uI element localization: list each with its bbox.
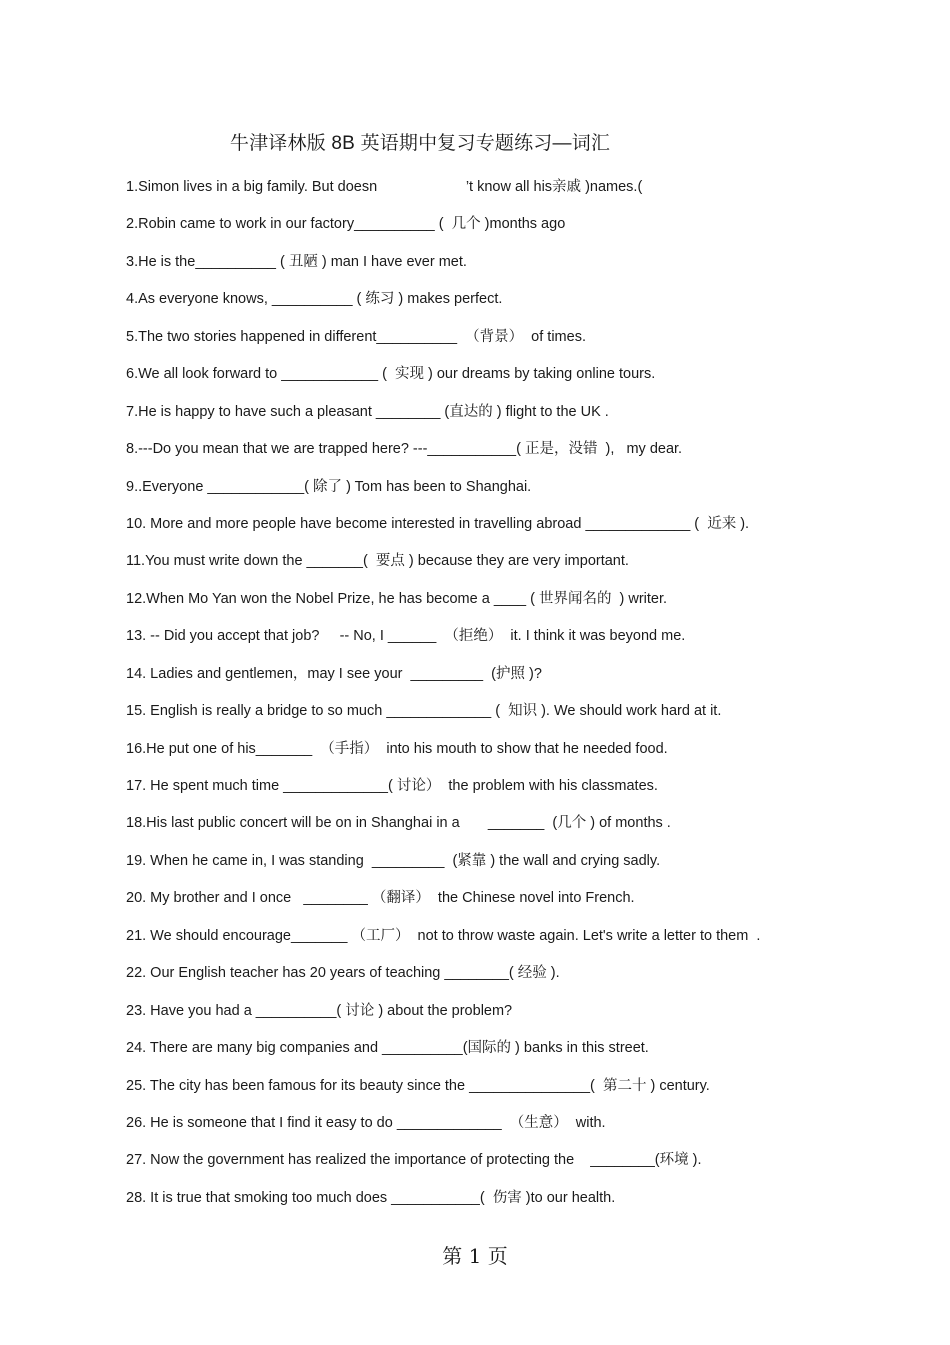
list-item: 7.He is happy to have such a pleasant ________ (直达的 ) flight to the UK . [126, 403, 609, 420]
list-item: 14. Ladies and gentlemen，may I see your _________ (护照 )? [126, 665, 542, 682]
list-item: 17. He spent much time _____________( 讨论） the problem with his classmates. [126, 778, 658, 794]
list-item: 18.His last public concert will be on in Shanghai in a _______ (几个 ) of months . [126, 815, 671, 832]
list-item: 8.---Do you mean that we are trapped here? ---___________( 正是，没错 ), my dear. [126, 441, 683, 458]
list-item: 15. English is really a bridge to so much _____________ ( 知识 ). We should work hard at it. [126, 703, 722, 720]
list-item: 4.As everyone knows, __________ ( 练习 ) makes perfect. [126, 291, 503, 308]
list-item: 20. My brother and I once ________ （翻译） the Chinese novel into French. [126, 890, 635, 907]
list-item: 28. It is true that smoking too much does ___________( 伤害 )to our health. [126, 1189, 616, 1206]
list-item: 11.You must write down the _______( 要点 ) because they are very important. [126, 553, 629, 570]
exercise-list [126, 177, 826, 1225]
list-item: 22. Our English teacher has 20 years of teaching ________( 经验 ). [126, 965, 560, 982]
list-item: 5.The two stories happened in different__________ （背景） of times. [126, 328, 586, 345]
list-item: 25. The city has been famous for its beauty since the _______________( 第二十 ) century. [126, 1077, 710, 1094]
list-item: 16.He put one of his_______ （手指） into his mouth to show that he needed food. [126, 740, 668, 757]
list-item: 23. Have you had a __________( 讨论 ) about the problem? [126, 1002, 513, 1019]
list-item: 26. He is someone that I find it easy to do _____________ （生意） with. [126, 1114, 606, 1131]
list-item: 2.Robin came to work in our factory__________ ( 几个 )months ago [126, 216, 566, 233]
list-item: 10. More and more people have become interested in travelling abroad _____________ ( 近来 ). [126, 515, 750, 532]
list-item: 9..Everyone ____________( 除了 ) Tom has been to Shanghai. [126, 478, 532, 495]
list-item: 13. -- Did you accept that job? -- No, I ______ （拒绝） it. I think it was beyond me. [126, 628, 686, 645]
list-item: 27. Now the government has realized the importance of protecting the ________(环境 ). [126, 1152, 702, 1169]
list-item: 12.When Mo Yan won the Nobel Prize, he has become a ____ ( 世界闻名的 ) writer. [126, 590, 668, 607]
list-item: 6.We all look forward to ____________ ( 实现 ) our dreams by taking online tours. [126, 366, 656, 383]
list-item: 21. We should encourage_______ （工厂） not to throw waste again. Let's write a letter to them . [126, 927, 761, 944]
list-item: 19. When he came in, I was standing _________ (紧靠 ) the wall and crying sadly. [126, 852, 661, 869]
page-number: 第 1 页 [442, 1244, 508, 1268]
list-item: 3.He is the__________ ( 丑陋 ) man I have ever met. [126, 253, 467, 270]
list-item: 1.Simon lives in a big family. But doesn ’t know all his亲戚 )names.( [126, 179, 643, 195]
page-title: 牛津译林版 8B 英语期中复习专题练习—词汇 [229, 133, 611, 154]
list-item: 24. There are many big companies and __________(国际的 ) banks in this street. [126, 1040, 649, 1057]
